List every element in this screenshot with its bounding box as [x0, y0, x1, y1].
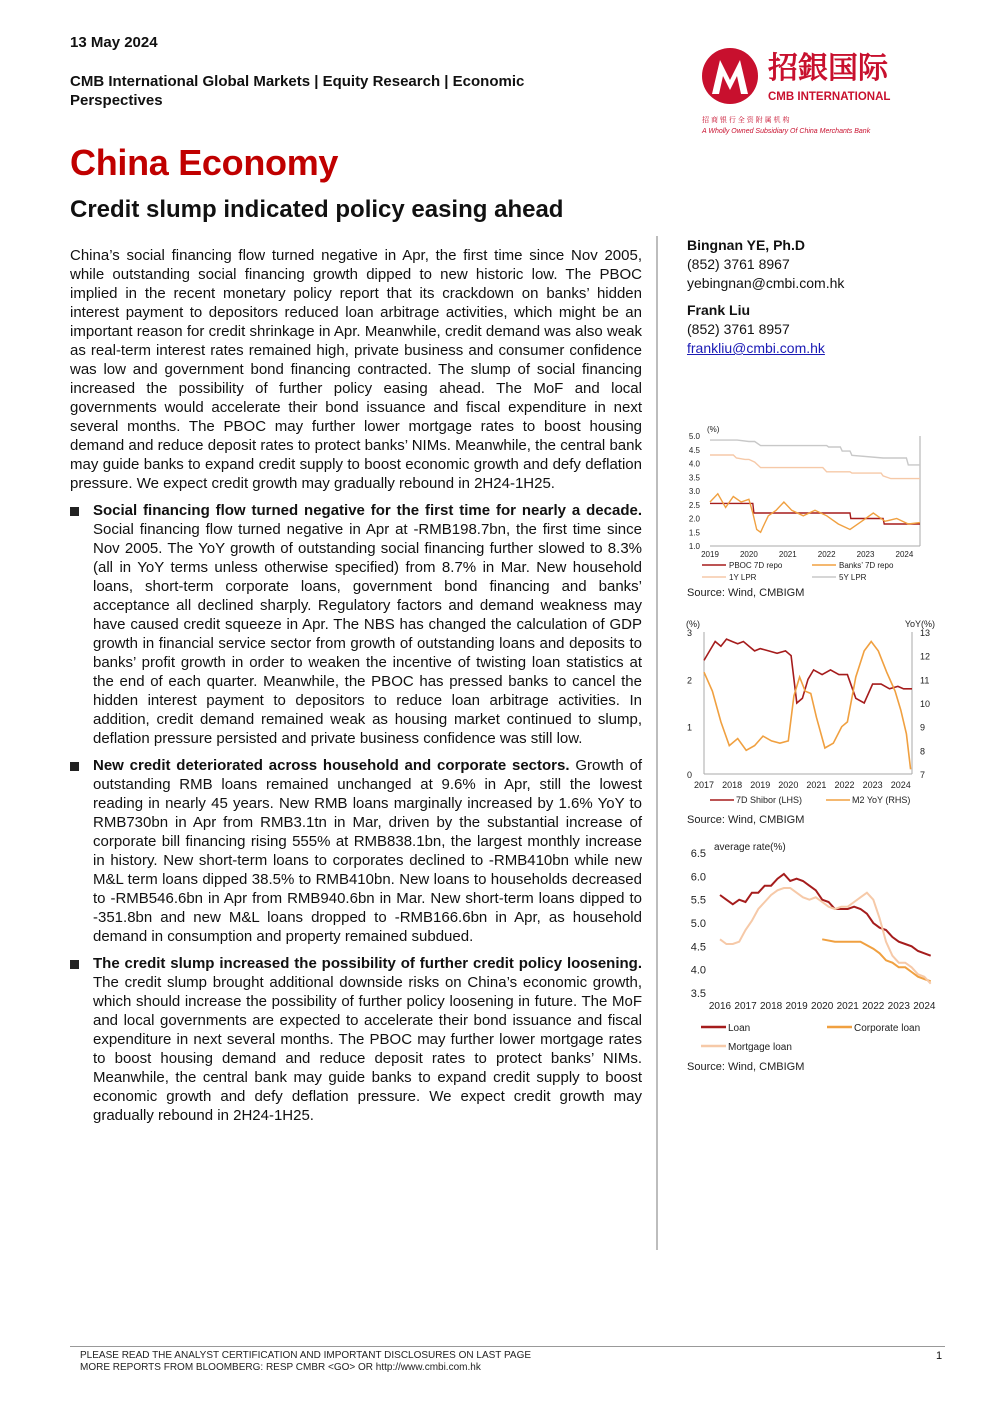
x-tick-label: 2019 [750, 780, 771, 790]
bullet-body: The credit slump brought additional downside risks on China’s economic growth, which should increase the possibility of further policy loosening in future. The MoF and local governments are expected to accelerate their bond issuance and fiscal expenditure in next several months. The PBOC may further lower mortgage rates to boost housing demand and reduce deposit rates to protect banks’ NIMs. Meanwhile, the central bank may guide banks to expand credit supply to boost economic growth and defy deflation pressure. We expect credit growth may gradually rebound in 2H24-1H25. [93, 974, 642, 1124]
chart-source: Source: Wind, CMBIGM [687, 814, 805, 826]
chart-source: Source: Wind, CMBIGM [687, 1061, 805, 1073]
x-tick-label: 2020 [811, 1001, 834, 1012]
main-text-column [70, 246, 642, 1133]
report-series: CMB International Global Markets | Equity Research | Economic Perspectives [70, 73, 525, 109]
series-line-1 [704, 642, 911, 770]
x-tick-label: 2021 [778, 550, 797, 559]
x-tick-label: 2021 [836, 1001, 859, 1012]
series-line-2 [720, 888, 931, 984]
y-tick-label: 5.5 [690, 894, 706, 907]
x-tick-label: 2017 [734, 1001, 757, 1012]
y-tick-label: 4.0 [688, 459, 700, 469]
chart-source: Source: Wind, CMBIGM [687, 587, 805, 599]
left-unit-label: (%) [686, 619, 700, 629]
y-tick-label-left: 2 [686, 675, 692, 686]
chart-average-rates [680, 836, 940, 1076]
logo-tagline: A Wholly Owned Subsidiary Of China Merchants Bank [702, 128, 871, 135]
cmbi-logo [700, 44, 925, 139]
footer [80, 1350, 531, 1374]
series-line-3 [710, 440, 920, 465]
footer-reports: MORE REPORTS FROM BLOOMBERG: RESP CMBR <GO> OR http://www.cmbi.com.hk [80, 1362, 481, 1373]
footer-rule [70, 1346, 945, 1347]
y-tick-label: 6.5 [690, 848, 706, 860]
chart-shibor-m2 [680, 612, 940, 827]
x-tick-label: 2023 [887, 1001, 910, 1012]
chart-policy-rates [680, 420, 930, 610]
bullet-lead: New credit deteriorated across household and corporate sectors. [93, 757, 570, 774]
report-date: 13 May 2024 [70, 34, 158, 51]
y-tick-label-left: 0 [686, 770, 692, 780]
legend-label: M2 YoY (RHS) [852, 795, 911, 805]
bullet-body: Growth of outstanding RMB loans remained unchanged at 9.6% in Apr, still the lowest reading in nearly 45 years. New RMB loans marginally increased by 1.6% YoY to RMB730bn in Apr from RMB3.1tn in Mar, driven by the substantial increase of corporate bill financing rising 555% at RMB838.1bn, the largest monthly increase in history. New short-term loans to corporates declined to -RMB410bn while new M&L term loans dipped 38.5% to RMB410bn. New loans to households decreased to -RMB546.6bn in Apr from RMB940.6bn in Mar. New short-term loans dipped to -351.8bn and new M&L loans dropped to -RMB166.6bn in Apr, as household demand in consumption and property remained subdued. [93, 757, 642, 945]
legend-label: Mortgage loan [728, 1042, 792, 1053]
logo-cn-name: 招銀国际 [768, 52, 888, 85]
intro-paragraph: China’s social financing flow turned negative in Apr, the first time since Nov 2005, while outstanding social financing growth dipped to new historic low. The PBOC implied in the recent monetary policy report that its crackdown on banks’ hidden interest payment to depositors reduced loan arbitrage activities, which might be an important reason for credit shrinkage in Apr. Meanwhile, credit demand was also weak as real-term interest rates remained high, private business and consumer confidence was low and government bond financing contracted. The slump of social financing increased the possibility of further policy easing ahead. The MoF and local governments would accelerate their bond issuance and fiscal expenditure in next several months. The PBOC may further lower mortgage rates to boost housing demand and reduce deposit rates to protect banks’ NIMs. Meanwhile, the central bank may guide banks to expand credit supply to boost economic growth and defy deflation pressure. We expect credit growth may gradually rebound in 2H24-1H25. [70, 247, 642, 492]
unit-label: average rate(%) [714, 842, 786, 853]
page-subtitle: Credit slump indicated policy easing ahead [70, 196, 564, 223]
footer-disclosure: PLEASE READ THE ANALYST CERTIFICATION AND IMPORTANT DISCLOSURES ON LAST PAGE [80, 1350, 532, 1361]
x-tick-label: 2019 [785, 1001, 808, 1012]
legend-label: 5Y LPR [839, 573, 867, 582]
y-tick-label-left: 3 [686, 628, 692, 638]
logo-cn-small: 招 商 银 行 全 资 附 属 机 构 [702, 117, 790, 124]
page-title: China Economy [70, 142, 339, 183]
legend-label: 1Y LPR [729, 573, 757, 582]
author-email[interactable]: yebingnan@cmbi.com.hk [687, 275, 845, 291]
x-tick-label: 2022 [862, 1001, 885, 1012]
x-tick-label: 2023 [856, 550, 875, 559]
x-tick-label: 2018 [722, 780, 743, 790]
x-tick-label: 2023 [862, 780, 883, 790]
y-tick-label: 2.5 [688, 500, 700, 510]
logo-en-name: CMB INTERNATIONAL [768, 91, 891, 103]
bullet-square-icon [70, 507, 79, 516]
x-tick-label: 2019 [701, 550, 719, 559]
series-line-0 [720, 874, 931, 956]
page-number: 1 [936, 1350, 943, 1362]
y-tick-label-left: 1 [686, 722, 692, 733]
x-tick-label: 2020 [778, 780, 799, 790]
x-tick-label: 2022 [817, 550, 836, 559]
y-tick-label: 3.5 [690, 988, 706, 1000]
bullet-item [70, 954, 642, 1125]
y-tick-label-right: 10 [920, 699, 931, 709]
logo-emblem [702, 48, 758, 104]
x-tick-label: 2024 [913, 1001, 936, 1012]
y-tick-label: 2.0 [688, 514, 700, 524]
bullet-body: Social financing flow turned negative in Apr at -RMB198.7bn, the first time since Nov 2005. The YoY growth of outstanding social financing further slowed to 8.3% (all in YoY terms unless otherwise specified) from 8.7% in Mar. New household loans, short-term corporate loans, government bond financing and banks’ acceptance all declined sharply. Regulatory factors and demand weakness may have caused credit squeeze in Apr. The NBS has changed the calculation of GDP growth in financial service sector from growth of outstanding loans and deposits to banks’ profit growth in order to weaken the incentive of twisting loan statistics at the end of each quarter. Meanwhile, the PBOC has pressed banks to cancel the hidden interest payment to depositors to reduce loan arbitrage activities. In addition, credit demand remained weak as housing market continued to slump, deflation pressure persisted and private business confidence was still low. [93, 521, 642, 747]
y-tick-label-right: 11 [920, 675, 930, 686]
y-tick-label: 4.0 [690, 964, 706, 977]
y-tick-label-right: 12 [920, 651, 931, 662]
bullet-item [70, 501, 642, 748]
y-tick-label: 1.5 [688, 528, 700, 538]
bullet-square-icon [70, 960, 79, 969]
x-tick-label: 2024 [895, 550, 914, 559]
y-tick-label: 6.0 [690, 871, 706, 884]
y-tick-label: 5.0 [690, 918, 706, 930]
bullet-lead: The credit slump increased the possibility of further credit policy loosening. [93, 955, 642, 972]
bullet-lead: Social financing flow turned negative for the first time for nearly a decade. [93, 502, 642, 519]
y-tick-label-right: 8 [920, 746, 926, 757]
bullet-square-icon [70, 762, 79, 771]
y-tick-label: 1.0 [688, 542, 700, 551]
x-tick-label: 2022 [834, 780, 855, 790]
x-tick-label: 2016 [708, 1001, 732, 1012]
author-email-link[interactable]: frankliu@cmbi.com.hk [687, 340, 825, 356]
y-tick-label-right: 7 [920, 770, 926, 780]
right-unit-label: YoY(%) [904, 619, 935, 629]
series-line-0 [704, 639, 912, 703]
y-tick-label-right: 13 [920, 628, 931, 638]
x-tick-label: 2024 [890, 780, 911, 790]
y-tick-label: 3.0 [688, 487, 700, 496]
author-phone: (852) 3761 8957 [687, 321, 790, 337]
legend-label: 7D Shibor (LHS) [736, 795, 803, 805]
series-line-1 [822, 939, 931, 981]
legend-label: Loan [728, 1023, 751, 1034]
bullet-item [70, 756, 642, 946]
x-tick-label: 2021 [806, 780, 827, 790]
author-phone: (852) 3761 8967 [687, 256, 790, 272]
x-tick-label: 2017 [693, 780, 715, 790]
author-block [687, 236, 844, 358]
y-tick-label: 3.5 [688, 473, 700, 483]
legend-label: PBOC 7D repo [729, 561, 783, 570]
author-name: Frank Liu [687, 302, 751, 318]
author-name: Bingnan YE, Ph.D [687, 237, 805, 253]
y-tick-label-right: 9 [920, 722, 926, 733]
legend-label: Corporate loan [854, 1023, 921, 1034]
x-tick-label: 2018 [759, 1001, 783, 1012]
x-tick-label: 2020 [739, 550, 758, 559]
y-tick-label: 4.5 [688, 445, 700, 455]
column-divider [656, 236, 658, 1250]
y-tick-label: 4.5 [690, 941, 706, 954]
y-tick-label: 5.0 [688, 432, 700, 441]
legend-label: Banks’ 7D repo [839, 561, 894, 570]
unit-label: (%) [707, 425, 720, 434]
